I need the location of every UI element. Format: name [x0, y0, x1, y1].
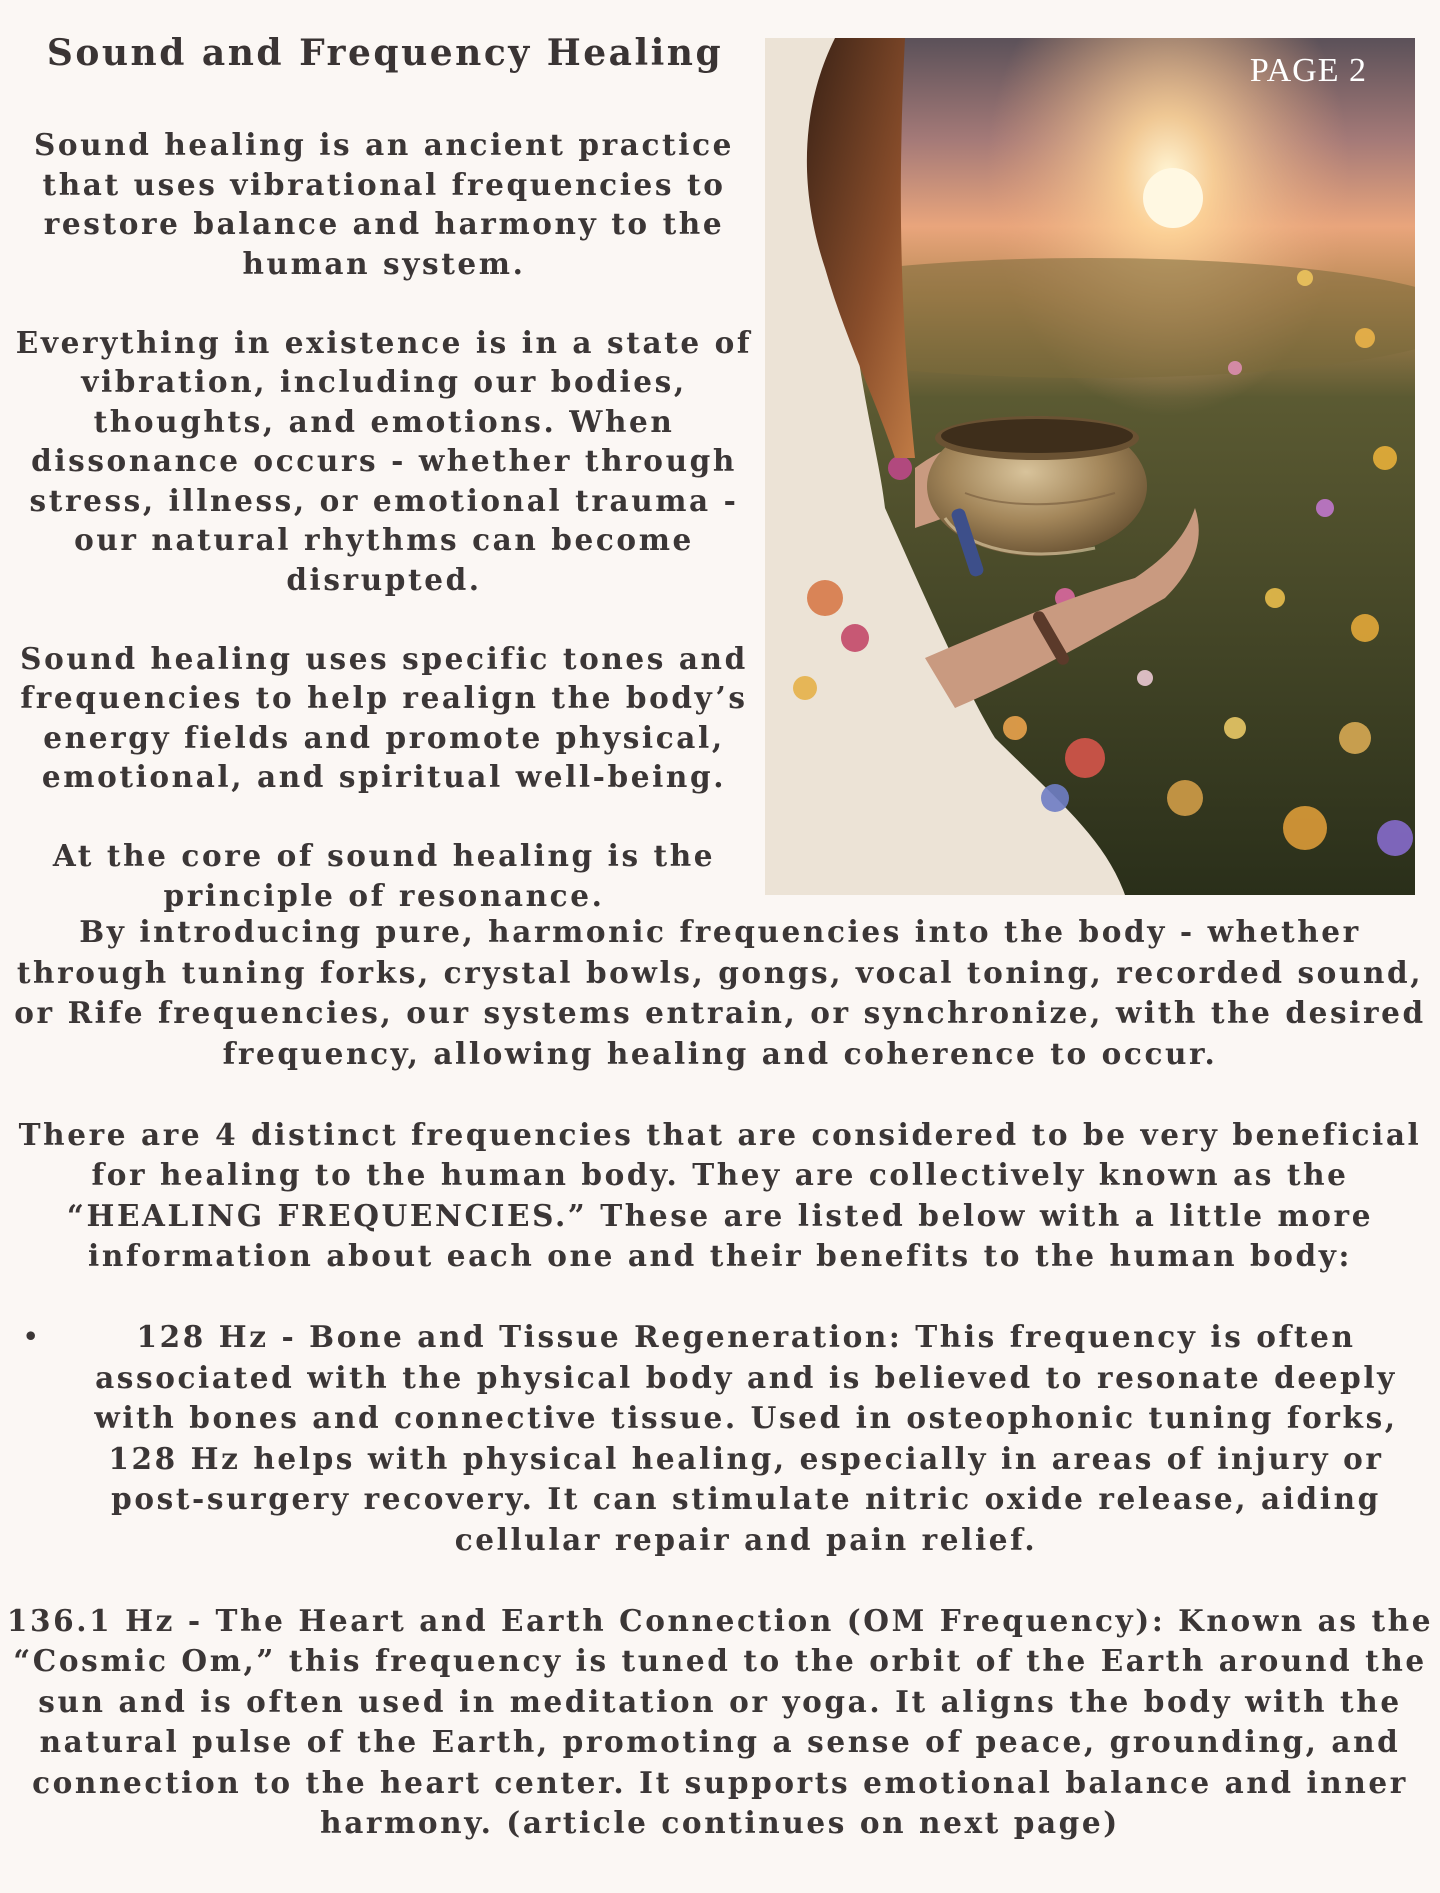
page-number-label: PAGE 2	[1249, 52, 1367, 89]
intro-paragraph: Sound healing uses specific tones and frequencies to help realign the body’s energy fields and promote physical, emotional, and spiritual well-being.	[20, 640, 748, 794]
body-paragraph: There are 4 distinct frequencies that are considered to be very beneficial for healing to the human body. They are collectively known as the “HEALING FREQUENCIES.” These are listed below with a little more information about each one and their benefits to the human body:	[18, 1116, 1422, 1273]
article-body	[4, 912, 1436, 1884]
list-item-text: 128 Hz - Bone and Tissue Regeneration: This frequency is often associated with the physical body and is believed to resonate deeply with bones and connective tissue. Used in osteophonic tuning forks, 128 Hz helps with physical healing, especially in areas of injury or post-surgery recovery. It can stimulate nitric oxide release, aiding cellular repair and pain relief.	[94, 1319, 1398, 1557]
meadow-singing-bowl-photo	[765, 38, 1415, 895]
intro-paragraph: At the core of sound healing is the principle of resonance.	[52, 838, 716, 913]
bullet-icon: •	[22, 1320, 43, 1354]
intro-column	[10, 125, 758, 915]
page-title: Sound and Frequency Healing	[46, 32, 724, 74]
body-paragraph: By introducing pure, harmonic frequencies into the body - whether through tuning forks, crystal bowls, gongs, vocal toning, recorded sound, or Rife frequencies, our systems entrain, or synchronize, with the desired frequency, allowing healing and coherence to occur.	[14, 914, 1426, 1071]
intro-paragraph: Everything in existence is in a state of vibration, including our bodies, thoughts, and emotions. When dissonance occurs - whether through stress, illness, or emotional trauma - our natural rhythms can become disrupted.	[15, 324, 753, 597]
intro-paragraph: Sound healing is an ancient practice that uses vibrational frequencies to restore balance and harmony to the human system.	[33, 127, 735, 281]
photo-illustration	[765, 38, 1415, 895]
list-item	[4, 1317, 1436, 1560]
body-paragraph: 136.1 Hz - The Heart and Earth Connection (OM Frequency): Known as the “Cosmic Om,” this frequency is tuned to the orbit of the Earth around the sun and is often used in meditation or yoga. It aligns the body with the natural pulse of the Earth, promoting a sense of peace, grounding, and connection to the heart center. It supports emotional balance and inner harmony. (article continues on next page)	[6, 1602, 1434, 1840]
